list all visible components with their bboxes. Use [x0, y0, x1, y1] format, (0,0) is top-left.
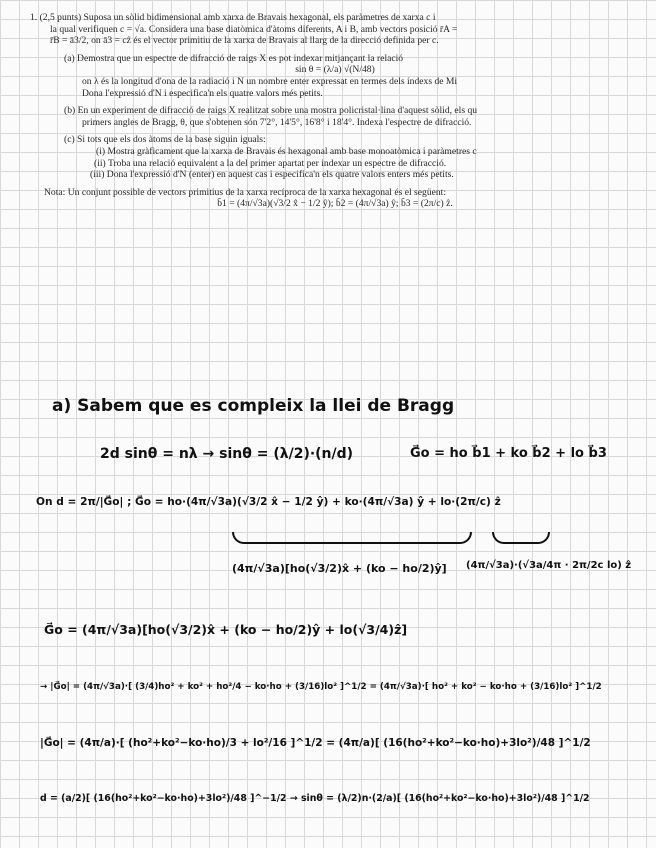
part-b-line-1: (b) En un experiment de difracció de raigs X realitzat sobre una mostra policristal·lina d'aquest sòlid, els qu — [64, 105, 478, 117]
hand-line-2: 2d sinθ = nλ → sinθ = (λ/2)·(n/d) — [100, 446, 354, 462]
hand-line-6: → |G⃗o| = (4π/√3a)·[ (3/4)ho² + ko² + ho²/4 − ko·ho + (3/16)lo² ]^1/2 = (4π/√3a)·[ ho² + ko² − ko·ho + (3/16)lo² ]^1/2 — [40, 682, 602, 692]
hand-line-3: On d = 2π/|G⃗o| ; G⃗o = ho·(4π/√3a)(√3/2 x̂ − 1/2 ŷ) + ko·(4π/√3a) ŷ + lo·(2π/c) ẑ — [36, 496, 501, 508]
part-a-line-1: (a) Demostra que un espectre de difracció de raigs X es pot indexar mitjançant la relació — [64, 52, 404, 64]
part-c-iii: (iii) Dona l'expressió d'N (enter) en aquest cas i especifica'n els quatre valors enters més petits. — [90, 169, 454, 181]
hand-line-8: d = (a/2)[ (16(ho²+ko²−ko·ho)+3lo²)/48 ]^−1/2 → sinθ = (λ/2)n·(2/a)[ (16(ho²+ko²−ko·ho)+3lo²)/48 ]^1/2 — [40, 793, 590, 804]
hand-line-4: (4π/√3a)[ho(√3/2)x̂ + (ko − ho/2)ŷ] — [232, 562, 447, 575]
note-equation: b̄1 = (4π/√3a)(√3/2 x̂ − 1/2 ŷ); b̄2 = (4π/√3a) ŷ; b̄3 = (2π/c) ẑ. — [217, 198, 453, 210]
part-a-line-2: on λ és la longitud d'ona de la radiació i N un nombre enter expressat en termes dels índexs de Mi — [82, 75, 458, 87]
intro-line-3: r̄B = ā3/2, on ā3 = cẑ és el vector primitiu de la xarxa de Bravais al llarg de la direcció definida per c. — [50, 35, 439, 47]
underbrace-right — [492, 532, 550, 544]
hand-line-7: |G⃗o| = (4π/a)·[ (ho²+ko²−ko·ho)/3 + lo²/16 ]^1/2 = (4π/a)[ (16(ho²+ko²−ko·ho)+3lo²)/48 ]^1/2 — [40, 737, 591, 749]
note-line: Nota: Un conjunt possible de vectors primitius de la xarxa recíproca de la xarxa hexagonal és el següent: — [44, 186, 447, 198]
intro-line-1: 1. (2,5 punts) Suposa un sòlid bidimensional amb xarxa de Bravais hexagonal, els paràmetres de xarxa c i — [30, 12, 436, 23]
part-c-i: (i) Mostra gràficament que la xarxa de Bravais és hexagonal amb base monoatòmica i paràmetres c — [96, 145, 477, 157]
hand-line-5: G⃗o = (4π/√3a)[ho(√3/2)x̂ + (ko − ho/2)ŷ + lo(√3/4)ẑ] — [44, 622, 408, 637]
hand-line-4b: (4π/√3a)·(√3a/4π · 2π/2c lo) ẑ — [466, 560, 632, 571]
hand-line-2b: G⃗o = ho b⃗1 + ko b⃗2 + lo b⃗3 — [410, 446, 607, 461]
part-a-line-3: Dona l'expressió d'N i especifica'n els quatre valors més petits. — [82, 87, 323, 99]
part-b-line-2: primers angles de Bragg, θ, que s'obtenen són 7'2°, 14'5°, 16'8° i 18'4°. Indexa l'espectre de difracció. — [82, 116, 472, 128]
part-c-ii: (ii) Troba una relació equivalent a la del primer apartat per indexar un espectre de difracció. — [94, 157, 447, 169]
part-a-equation: sin θ = (λ/a) √(N/48) — [295, 64, 375, 76]
underbrace-left — [232, 532, 472, 544]
hand-line-1: a) Sabem que es compleix la llei de Bragg — [52, 396, 455, 416]
intro-line-2: la qual verifiquen c = √a. Considera una base diatòmica d'àtoms diferents, A i B, amb vectors posició r̄A = — [50, 23, 458, 35]
part-c-line: (c) Si tots que els dos àtoms de la base siguin iguals: — [64, 134, 266, 146]
